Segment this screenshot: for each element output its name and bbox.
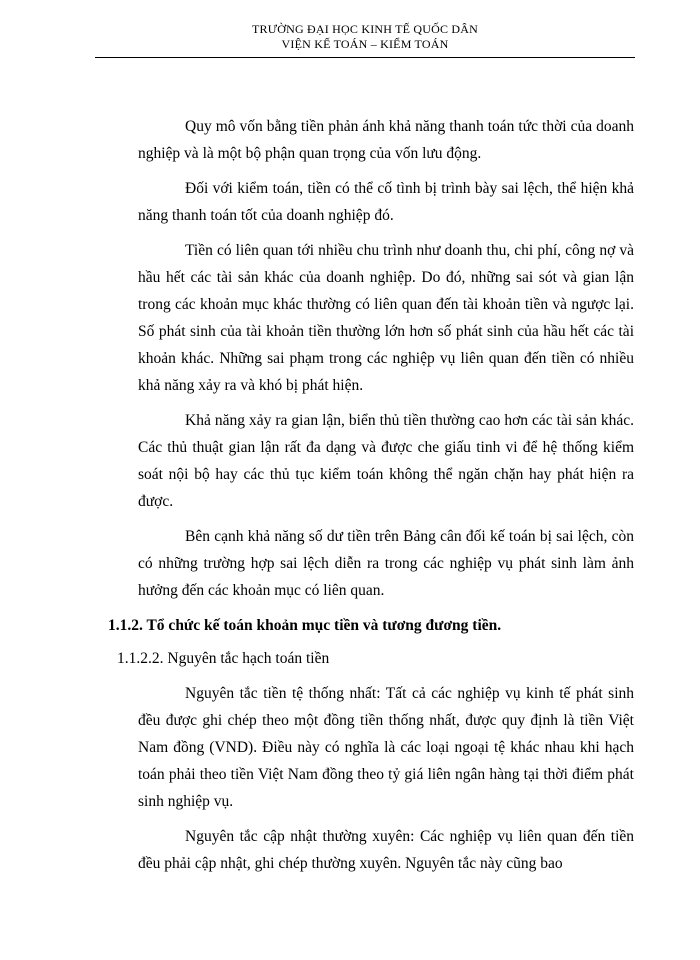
paragraph-2: Đối với kiểm toán, tiền có thể cố tình bị trình bày sai lệch, thể hiện khả năng thanh toán tốt của doanh nghiệp đó. xyxy=(138,180,634,224)
header-divider xyxy=(95,57,635,58)
page-header xyxy=(95,22,635,52)
paragraph-5: Bên cạnh khả năng số dư tiền trên Bảng cân đối kế toán bị sai lệch, còn có những trường hợp sai lệch diễn ra trong các nghiệp vụ phát sinh làm ảnh hưởng đến các khoản mục có liên quan. xyxy=(138,528,634,599)
section-heading: 1.1.2. Tổ chức kế toán khoản mục tiền và tương đương tiền. xyxy=(108,617,502,634)
paragraph-4: Khả năng xảy ra gian lận, biển thủ tiền thường cao hơn các tài sản khác. Các thủ thuật gian lận rất đa dạng và được che giấu tinh vi để hệ thống kiểm soát nội bộ hay các thủ tục kiểm toán không thể ngăn chặn hay phát hiện ra được. xyxy=(138,412,634,510)
document-body xyxy=(108,113,634,885)
paragraph-1: Quy mô vốn bằng tiền phản ánh khả năng thanh toán tức thời của doanh nghiệp và là một bộ phận quan trọng của vốn lưu động. xyxy=(138,118,634,162)
header-institute-name: VIỆN KẾ TOÁN – KIỂM TOÁN xyxy=(281,37,449,51)
subsection-heading: 1.1.2.2. Nguyên tắc hạch toán tiền xyxy=(117,650,330,667)
paragraph-7: Nguyên tắc cập nhật thường xuyên: Các nghiệp vụ liên quan đến tiền đều phải cập nhật, ghi chép thường xuyên. Nguyên tắc này cũng bao xyxy=(138,828,634,872)
paragraph-6: Nguyên tắc tiền tệ thống nhất: Tất cả các nghiệp vụ kinh tế phát sinh đều được ghi chép theo một đồng tiền thống nhất, được quy định là tiền Việt Nam đồng (VND). Điều này có nghĩa là các loại ngoại tệ khác nhau khi hạch toán phải theo tiền Việt Nam đồng theo tỷ giá liên ngân hàng tại thời điểm phát sinh nghiệp vụ. xyxy=(138,685,634,810)
header-university-name: TRƯỜNG ĐẠI HỌC KINH TẾ QUỐC DÂN xyxy=(252,22,478,36)
paragraph-3: Tiền có liên quan tới nhiều chu trình như doanh thu, chi phí, công nợ và hầu hết các tài sản khác của doanh nghiệp. Do đó, những sai sót và gian lận trong các khoản mục khác thường có liên quan đến tài khoản tiền và ngược lại. Số phát sinh của tài khoản tiền thường lớn hơn số phát sinh của hầu hết các tài khoản khác. Những sai phạm trong các nghiệp vụ liên quan đến tiền có nhiều khả năng xảy ra và khó bị phát hiện. xyxy=(138,242,634,394)
